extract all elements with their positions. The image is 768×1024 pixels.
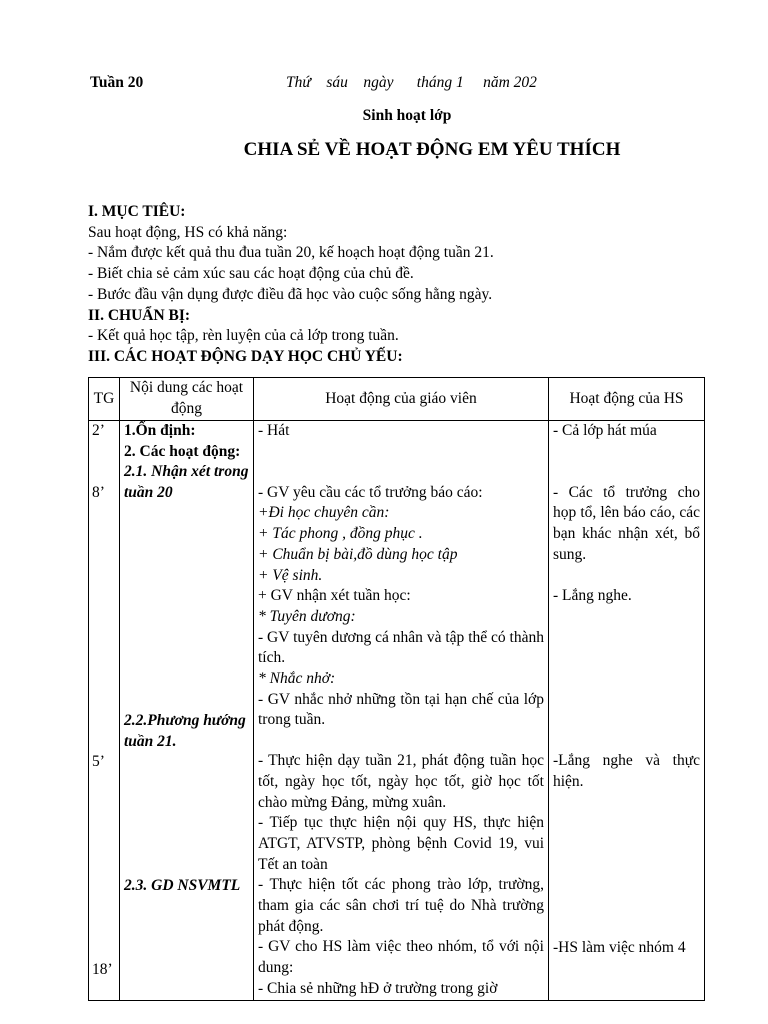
teacher-share: - Chia sẻ những hĐ ở trường trong giờ <box>258 979 498 997</box>
week-label: Tuần 20 <box>90 74 144 91</box>
time-cell: 18’ <box>92 961 113 979</box>
teacher-attendance: +Đi học chuyên cần: <box>258 504 390 522</box>
student-listen-do: -Lắng nghe và thực hiện. <box>553 752 700 790</box>
teacher-preparation: + Chuẩn bị bài,đồ dùng học tập <box>258 545 458 563</box>
student-report: - Các tổ trưởng cho họp tổ, lên báo cáo, các bạn khác nhận xét, bổ sung. <box>553 483 700 563</box>
time-cell: 8’ <box>92 483 105 501</box>
teacher-hygiene: + Vệ sinh. <box>258 566 323 584</box>
teacher-group: - GV cho HS làm việc theo nhóm, tổ với nội dung: <box>258 938 544 977</box>
col-header-content: Nội dung các hoạt động <box>120 378 254 421</box>
teacher-plan-3: - Thực hiện tốt các phong trào lớp, trường, tham gia các sân chơi trí tuệ do Nhà trường phát động. <box>258 876 544 935</box>
preparation-item: - Kết quả học tập, rèn luyện của cả lớp trong tuần. <box>88 327 399 345</box>
section-ondinh: 1.Ổn định: <box>124 422 196 439</box>
col-header-tg: TG <box>89 378 120 421</box>
time-column <box>89 421 120 1001</box>
teacher-plan-1: - Thực hiện dạy tuần 21, phát động tuần học tốt, ngày học tốt, ngày học tốt, giờ học tốt chào mừng Đảng, mừng xuân. <box>258 752 544 811</box>
header-line <box>0 74 768 96</box>
section-cac-hoat-dong: 2. Các hoạt động: <box>124 442 241 460</box>
student-listen: - Lắng nghe. <box>553 586 632 604</box>
col-header-student: Hoạt động của HS <box>549 378 705 421</box>
activities-table <box>88 377 705 1001</box>
praise-heading: * Tuyên dương: <box>258 607 356 625</box>
objective-item: - Nắm được kết quả thu đua tuần 20, kế hoạch hoạt động tuần 21. <box>88 244 494 262</box>
table-row <box>89 421 705 1001</box>
content-column <box>120 421 254 1001</box>
activities-heading: III. CÁC HOẠT ĐỘNG DẠY HỌC CHỦ YẾU: <box>88 347 403 365</box>
lesson-body <box>88 202 688 368</box>
section-phuong-huong: 2.2.Phương hướng tuần 21. <box>124 711 246 750</box>
objective-item: - Biết chia sẻ cảm xúc sau các hoạt động của chủ đề. <box>88 265 414 283</box>
teacher-report: - GV yêu cầu các tổ trưởng báo cáo: <box>258 483 483 501</box>
teacher-sing: - Hát <box>258 422 290 439</box>
date-weekday: Thứ <box>286 74 311 91</box>
objective-item: - Bước đầu vận dụng được điều đã học vào cuộc sống hằng ngày. <box>88 285 493 303</box>
table-header-row <box>89 378 705 421</box>
time-cell: 5’ <box>92 753 105 771</box>
subtitle: Sinh hoạt lớp <box>362 107 452 124</box>
teacher-plan-2: - Tiếp tục thực hiện nội quy HS, thực hiện ATGT, ATVSTP, phòng bệnh Covid 19, vui Tết an toàn <box>258 814 544 873</box>
objectives-intro: Sau hoạt động, HS có khả năng: <box>88 223 288 241</box>
remind-heading: * Nhắc nhở: <box>258 670 336 688</box>
date-year: năm 202 <box>483 74 537 91</box>
section-nhan-xet: 2.1. Nhận xét trong tuần 20 <box>124 463 249 502</box>
preparation-heading: II. CHUẨN BỊ: <box>88 306 191 324</box>
student-column <box>549 421 705 1001</box>
teacher-review: + GV nhận xét tuần học: <box>258 587 411 605</box>
col-header-teacher: Hoạt động của giáo viên <box>254 378 549 421</box>
objectives-heading: I. MỤC TIÊU: <box>88 203 186 220</box>
section-gd-nsvmtl: 2.3. GD NSVMTL <box>124 877 241 895</box>
teacher-manner: + Tác phong , đồng phục . <box>258 525 423 543</box>
date-line <box>286 74 537 92</box>
teacher-praise: - GV tuyên dương cá nhân và tập thể có thành tích. <box>258 628 544 667</box>
teacher-remind: - GV nhắc nhở những tồn tại hạn chế của lớp trong tuần. <box>258 690 544 729</box>
student-group: -HS làm việc nhóm 4 <box>553 938 686 956</box>
date-ngay: ngày <box>363 74 394 91</box>
teacher-column <box>254 421 549 1001</box>
page-title: CHIA SẺ VỀ HOẠT ĐỘNG EM YÊU THÍCH <box>243 139 621 160</box>
date-month: tháng 1 <box>416 74 464 91</box>
date-day: sáu <box>326 74 348 91</box>
student-sing: - Cả lớp hát múa <box>553 422 657 439</box>
time-cell: 2’ <box>92 422 105 439</box>
